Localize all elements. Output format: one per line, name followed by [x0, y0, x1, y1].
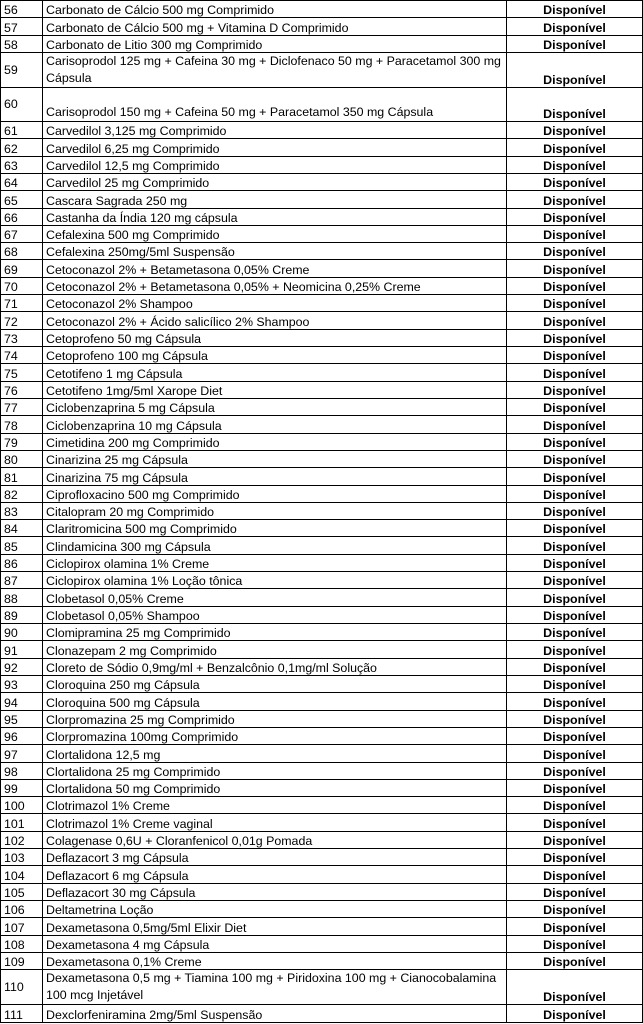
table-row [1, 243, 643, 260]
row-number: 99 [1, 779, 43, 796]
medication-name: Cinarizina 75 mg Cápsula [43, 468, 507, 485]
row-number: 84 [1, 520, 43, 537]
table-row [1, 952, 643, 969]
table-row [1, 1005, 643, 1022]
table-row [1, 554, 643, 571]
medication-name: Cetotifeno 1 mg Cápsula [43, 364, 507, 381]
table-row [1, 139, 643, 156]
table-row [1, 398, 643, 415]
row-number: 105 [1, 883, 43, 900]
medication-name: Colagenase 0,6U + Cloranfenicol 0,01g Pomada [43, 831, 507, 848]
table-row [1, 970, 643, 1005]
table-row [1, 693, 643, 710]
table-row [1, 606, 643, 623]
table-row [1, 364, 643, 381]
table-row [1, 450, 643, 467]
medication-name: Ciclobenzaprina 10 mg Cápsula [43, 416, 507, 433]
availability-status: Disponível [507, 589, 643, 606]
medication-name: Clobetasol 0,05% Creme [43, 589, 507, 606]
availability-status: Disponível [507, 347, 643, 364]
medication-name: Cetoconazol 2% + Ácido salicílico 2% Shampoo [43, 312, 507, 329]
table-row [1, 156, 643, 173]
medication-name: Cetotifeno 1mg/5ml Xarope Diet [43, 381, 507, 398]
medication-name: Carvedilol 6,25 mg Comprimido [43, 139, 507, 156]
row-number: 78 [1, 416, 43, 433]
medication-name: Cloroquina 250 mg Cápsula [43, 675, 507, 692]
row-number: 58 [1, 35, 43, 52]
table-row [1, 347, 643, 364]
row-number: 82 [1, 485, 43, 502]
medication-name: Cefalexina 500 mg Comprimido [43, 225, 507, 242]
availability-status: Disponível [507, 624, 643, 641]
row-number: 71 [1, 295, 43, 312]
table-row [1, 779, 643, 796]
medication-name: Citalopram 20 mg Comprimido [43, 502, 507, 519]
medication-name: Claritromicina 500 mg Comprimido [43, 520, 507, 537]
row-number: 93 [1, 675, 43, 692]
row-number: 109 [1, 952, 43, 969]
medication-name: Clonazepam 2 mg Comprimido [43, 641, 507, 658]
availability-status: Disponível [507, 675, 643, 692]
row-number: 103 [1, 849, 43, 866]
medication-name: Cinarizina 25 mg Cápsula [43, 450, 507, 467]
medication-name: Dexametasona 0,5 mg + Tiamina 100 mg + Piridoxina 100 mg + Cianocobalamina 100 mcg Injetável [43, 970, 507, 1005]
table-row [1, 329, 643, 346]
medication-name: Ciclopirox olamina 1% Creme [43, 554, 507, 571]
availability-status: Disponível [507, 797, 643, 814]
availability-status: Disponível [507, 641, 643, 658]
table-row [1, 191, 643, 208]
row-number: 81 [1, 468, 43, 485]
row-number: 77 [1, 398, 43, 415]
row-number: 106 [1, 901, 43, 918]
medication-name: Cascara Sagrada 250 mg [43, 191, 507, 208]
availability-status: Disponível [507, 295, 643, 312]
table-row [1, 502, 643, 519]
medication-name: Carbonato de Litio 300 mg Comprimido [43, 35, 507, 52]
table-row [1, 225, 643, 242]
table-row [1, 173, 643, 190]
row-number: 83 [1, 502, 43, 519]
availability-status: Disponível [507, 537, 643, 554]
row-number: 63 [1, 156, 43, 173]
availability-status: Disponível [507, 727, 643, 744]
table-row [1, 52, 643, 87]
row-number: 79 [1, 433, 43, 450]
medication-name: Clortalidona 50 mg Comprimido [43, 779, 507, 796]
row-number: 96 [1, 727, 43, 744]
availability-status: Disponível [507, 849, 643, 866]
table-row [1, 849, 643, 866]
table-row [1, 762, 643, 779]
row-number: 69 [1, 260, 43, 277]
medication-name: Clobetasol 0,05% Shampoo [43, 606, 507, 623]
medication-name: Dexametasona 0,5mg/5ml Elixir Diet [43, 918, 507, 935]
table-row [1, 121, 643, 138]
row-number: 100 [1, 797, 43, 814]
availability-status: Disponível [507, 572, 643, 589]
medication-name: Clorpromazina 25 mg Comprimido [43, 710, 507, 727]
medication-name: Cetoprofeno 100 mg Cápsula [43, 347, 507, 364]
availability-status: Disponível [507, 520, 643, 537]
row-number: 64 [1, 173, 43, 190]
availability-status: Disponível [507, 398, 643, 415]
medication-name: Dexametasona 0,1% Creme [43, 952, 507, 969]
row-number: 76 [1, 381, 43, 398]
medication-name: Cetoprofeno 50 mg Cápsula [43, 329, 507, 346]
row-number: 68 [1, 243, 43, 260]
availability-status: Disponível [507, 1, 643, 18]
medication-name: Ciclobenzaprina 5 mg Cápsula [43, 398, 507, 415]
row-number: 56 [1, 1, 43, 18]
row-number: 92 [1, 658, 43, 675]
row-number: 86 [1, 554, 43, 571]
availability-status: Disponível [507, 312, 643, 329]
availability-status: Disponível [507, 554, 643, 571]
availability-status: Disponível [507, 225, 643, 242]
availability-status: Disponível [507, 952, 643, 969]
table-row [1, 831, 643, 848]
row-number: 97 [1, 745, 43, 762]
row-number: 107 [1, 918, 43, 935]
medication-name: Dexclorfeniramina 2mg/5ml Suspensão [43, 1005, 507, 1022]
row-number: 98 [1, 762, 43, 779]
table-row [1, 901, 643, 918]
row-number: 85 [1, 537, 43, 554]
table-row [1, 312, 643, 329]
table-row [1, 918, 643, 935]
medication-name: Ciprofloxacino 500 mg Comprimido [43, 485, 507, 502]
availability-status: Disponível [507, 502, 643, 519]
availability-status: Disponível [507, 485, 643, 502]
table-row [1, 260, 643, 277]
table-row [1, 710, 643, 727]
row-number: 108 [1, 935, 43, 952]
medication-name: Cloroquina 500 mg Cápsula [43, 693, 507, 710]
row-number: 94 [1, 693, 43, 710]
availability-status: Disponível [507, 814, 643, 831]
availability-status: Disponível [507, 710, 643, 727]
medication-name: Dexametasona 4 mg Cápsula [43, 935, 507, 952]
medication-name: Clindamicina 300 mg Cápsula [43, 537, 507, 554]
row-number: 75 [1, 364, 43, 381]
medication-table-body [1, 1, 643, 1023]
row-number: 87 [1, 572, 43, 589]
row-number: 67 [1, 225, 43, 242]
row-number: 72 [1, 312, 43, 329]
medication-name: Deflazacort 3 mg Cápsula [43, 849, 507, 866]
availability-status: Disponível [507, 866, 643, 883]
table-row [1, 1, 643, 18]
row-number: 110 [1, 970, 43, 1005]
table-row [1, 883, 643, 900]
table-row [1, 745, 643, 762]
availability-status: Disponível [507, 156, 643, 173]
availability-status: Disponível [507, 329, 643, 346]
medication-name: Carbonato de Cálcio 500 mg + Vitamina D Comprimido [43, 18, 507, 35]
availability-status: Disponível [507, 243, 643, 260]
availability-status: Disponível [507, 918, 643, 935]
medication-name: Carisoprodol 125 mg + Cafeina 30 mg + Diclofenaco 50 mg + Paracetamol 300 mg Cápsula [43, 52, 507, 87]
availability-status: Disponível [507, 191, 643, 208]
row-number: 95 [1, 710, 43, 727]
table-row [1, 485, 643, 502]
availability-status: Disponível [507, 658, 643, 675]
row-number: 88 [1, 589, 43, 606]
availability-status: Disponível [507, 277, 643, 294]
availability-status: Disponível [507, 935, 643, 952]
row-number: 101 [1, 814, 43, 831]
table-row [1, 468, 643, 485]
table-row [1, 935, 643, 952]
availability-status: Disponível [507, 693, 643, 710]
medication-name: Clortalidona 25 mg Comprimido [43, 762, 507, 779]
medication-name: Castanha da Índia 120 mg cápsula [43, 208, 507, 225]
availability-status: Disponível [507, 433, 643, 450]
table-row [1, 658, 643, 675]
availability-status: Disponível [507, 87, 643, 121]
table-row [1, 416, 643, 433]
row-number: 66 [1, 208, 43, 225]
medication-name: Cimetidina 200 mg Comprimido [43, 433, 507, 450]
row-number: 89 [1, 606, 43, 623]
availability-status: Disponível [507, 883, 643, 900]
availability-status: Disponível [507, 901, 643, 918]
row-number: 59 [1, 52, 43, 87]
availability-status: Disponível [507, 173, 643, 190]
table-row [1, 433, 643, 450]
medication-name: Carisoprodol 150 mg + Cafeina 50 mg + Paracetamol 350 mg Cápsula [43, 87, 507, 121]
row-number: 73 [1, 329, 43, 346]
table-row [1, 727, 643, 744]
medication-name: Deltametrina Loção [43, 901, 507, 918]
table-row [1, 675, 643, 692]
row-number: 80 [1, 450, 43, 467]
medication-name: Carvedilol 3,125 mg Comprimido [43, 121, 507, 138]
availability-status: Disponível [507, 468, 643, 485]
table-row [1, 537, 643, 554]
row-number: 62 [1, 139, 43, 156]
table-row [1, 277, 643, 294]
availability-status: Disponível [507, 450, 643, 467]
medication-name: Cefalexina 250mg/5ml Suspensão [43, 243, 507, 260]
availability-status: Disponível [507, 1005, 643, 1022]
table-row [1, 381, 643, 398]
row-number: 111 [1, 1005, 43, 1022]
availability-status: Disponível [507, 416, 643, 433]
availability-status: Disponível [507, 260, 643, 277]
medication-name: Clorpromazina 100mg Comprimido [43, 727, 507, 744]
table-row [1, 866, 643, 883]
medication-name: Carvedilol 12,5 mg Comprimido [43, 156, 507, 173]
availability-status: Disponível [507, 364, 643, 381]
availability-status: Disponível [507, 208, 643, 225]
table-row [1, 87, 643, 121]
row-number: 60 [1, 87, 43, 121]
availability-status: Disponível [507, 970, 643, 1005]
row-number: 91 [1, 641, 43, 658]
row-number: 70 [1, 277, 43, 294]
medication-name: Carvedilol 25 mg Comprimido [43, 173, 507, 190]
availability-status: Disponível [507, 381, 643, 398]
availability-status: Disponível [507, 831, 643, 848]
medication-name: Clotrimazol 1% Creme vaginal [43, 814, 507, 831]
row-number: 102 [1, 831, 43, 848]
row-number: 65 [1, 191, 43, 208]
table-row [1, 589, 643, 606]
row-number: 74 [1, 347, 43, 364]
table-row [1, 624, 643, 641]
medication-name: Clomipramina 25 mg Comprimido [43, 624, 507, 641]
availability-status: Disponível [507, 52, 643, 87]
row-number: 61 [1, 121, 43, 138]
row-number: 104 [1, 866, 43, 883]
availability-status: Disponível [507, 18, 643, 35]
availability-status: Disponível [507, 745, 643, 762]
medication-name: Cetoconazol 2% Shampoo [43, 295, 507, 312]
medication-name: Clotrimazol 1% Creme [43, 797, 507, 814]
medication-name: Carbonato de Cálcio 500 mg Comprimido [43, 1, 507, 18]
table-row [1, 520, 643, 537]
availability-status: Disponível [507, 762, 643, 779]
medication-name: Deflazacort 6 mg Cápsula [43, 866, 507, 883]
availability-status: Disponível [507, 779, 643, 796]
table-row [1, 814, 643, 831]
medication-name: Deflazacort 30 mg Cápsula [43, 883, 507, 900]
medication-name: Cetoconazol 2% + Betametasona 0,05% Creme [43, 260, 507, 277]
medication-name: Cloreto de Sódio 0,9mg/ml + Benzalcônio 0,1mg/ml Solução [43, 658, 507, 675]
row-number: 57 [1, 18, 43, 35]
availability-status: Disponível [507, 35, 643, 52]
table-row [1, 572, 643, 589]
availability-status: Disponível [507, 606, 643, 623]
table-row [1, 295, 643, 312]
medication-name: Ciclopirox olamina 1% Loção tônica [43, 572, 507, 589]
availability-status: Disponível [507, 139, 643, 156]
table-row [1, 18, 643, 35]
table-row [1, 208, 643, 225]
medication-name: Cetoconazol 2% + Betametasona 0,05% + Neomicina 0,25% Creme [43, 277, 507, 294]
medication-name: Clortalidona 12,5 mg [43, 745, 507, 762]
table-row [1, 641, 643, 658]
table-row [1, 797, 643, 814]
table-row [1, 35, 643, 52]
availability-status: Disponível [507, 121, 643, 138]
row-number: 90 [1, 624, 43, 641]
